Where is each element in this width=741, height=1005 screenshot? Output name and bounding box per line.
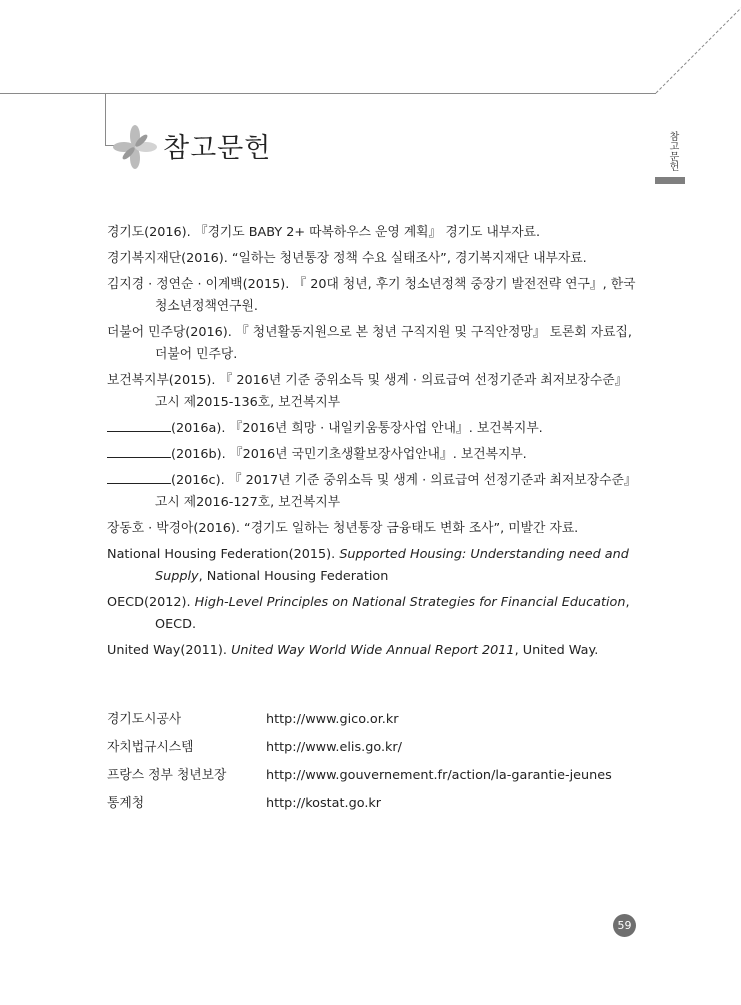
reference-entry: [107, 544, 637, 588]
reference-text: 경기도(2016). 『경기도 BABY 2+ 따복하우스 운영 계획』 경기도 내부자료.: [107, 225, 541, 240]
website-row: [107, 709, 667, 737]
ditto-dash: [107, 445, 171, 458]
website-url[interactable]: http://www.gico.or.kr: [266, 712, 399, 727]
reference-text: 더불어 민주당(2016). 『 청년활동지원으로 본 청년 구직지원 및 구직안정망』 토론회 자료집, 더불어 민주당.: [107, 325, 632, 362]
website-name: 자치법규시스템: [107, 740, 194, 755]
ditto-dash: [107, 471, 171, 484]
flower-icon: [112, 124, 158, 170]
reference-text: United Way(2011).: [107, 643, 232, 658]
reference-title: High-Level Principles on National Strategies for Financial Education: [194, 595, 626, 610]
reference-entry: [107, 640, 637, 662]
website-name: 통계청: [107, 796, 145, 811]
page-title: 참고문헌: [163, 133, 272, 164]
ditto-dash: [107, 419, 171, 432]
reference-text: 보건복지부(2015). 『 2016년 기준 중위소득 및 생계 · 의료급여 선정기준과 최저보장수준』 고시 제2015-136호, 보건복지부: [107, 373, 628, 410]
reference-text: 김지경 · 정연순 · 이계백(2015). 『 20대 청년, 후기 청소년정책 중장기 발전전략 연구』, 한국청소년정책연구원.: [107, 277, 636, 314]
reference-entry: [107, 222, 637, 244]
reference-entry: [107, 470, 637, 514]
reference-text: 경기복지재단(2016). “일하는 청년통장 정책 수요 실태조사”, 경기복지재단 내부자료.: [107, 251, 587, 266]
side-tab-label: 참고문헌: [667, 131, 678, 171]
website-url[interactable]: http://kostat.go.kr: [266, 796, 382, 811]
website-name: 경기도시공사: [107, 712, 182, 727]
title-bracket: [105, 93, 106, 145]
reference-entry: [107, 418, 637, 440]
page-number: 59: [613, 914, 636, 937]
reference-entry: [107, 370, 637, 414]
reference-title: Supported Housing: Understanding need and Supply: [155, 547, 629, 584]
website-url[interactable]: http://www.elis.go.kr/: [266, 740, 402, 755]
reference-text: OECD(2012).: [107, 595, 195, 610]
reference-entry: [107, 518, 637, 540]
website-row: [107, 793, 667, 821]
reference-entry: [107, 248, 637, 270]
reference-entry: [107, 592, 637, 636]
corner-decoration: [0, 0, 741, 100]
reference-text: National Housing Federation(2015).: [107, 547, 340, 562]
side-tab-marker: [655, 177, 685, 184]
website-row: [107, 737, 667, 765]
reference-text: (2016c). 『 2017년 기준 중위소득 및 생계 · 의료급여 선정기준과 최저보장수준』 고시 제2016-127호, 보건복지부: [155, 473, 637, 510]
website-row: [107, 765, 667, 793]
reference-text: , National Housing Federation: [198, 569, 389, 584]
reference-text: , OECD.: [155, 595, 630, 632]
reference-entry: [107, 274, 637, 318]
website-name: 프랑스 정부 청년보장: [107, 768, 227, 783]
website-list: [107, 709, 667, 821]
reference-text: , United Way.: [514, 643, 599, 658]
reference-text: (2016b). 『2016년 국민기초생활보장사업안내』. 보건복지부.: [171, 447, 527, 462]
reference-list: [107, 222, 637, 666]
header-rule: [0, 93, 656, 94]
reference-text: 장동호 · 박경아(2016). “경기도 일하는 청년통장 금융태도 변화 조사”, 미발간 자료.: [107, 521, 579, 536]
reference-entry: [107, 444, 637, 466]
reference-title: United Way World Wide Annual Report 2011: [231, 643, 515, 658]
website-url[interactable]: http://www.gouvernement.fr/action/la-garantie-jeunes: [266, 768, 612, 783]
reference-entry: [107, 322, 637, 366]
reference-text: (2016a). 『2016년 희망 · 내일키움통장사업 안내』. 보건복지부.: [171, 421, 543, 436]
